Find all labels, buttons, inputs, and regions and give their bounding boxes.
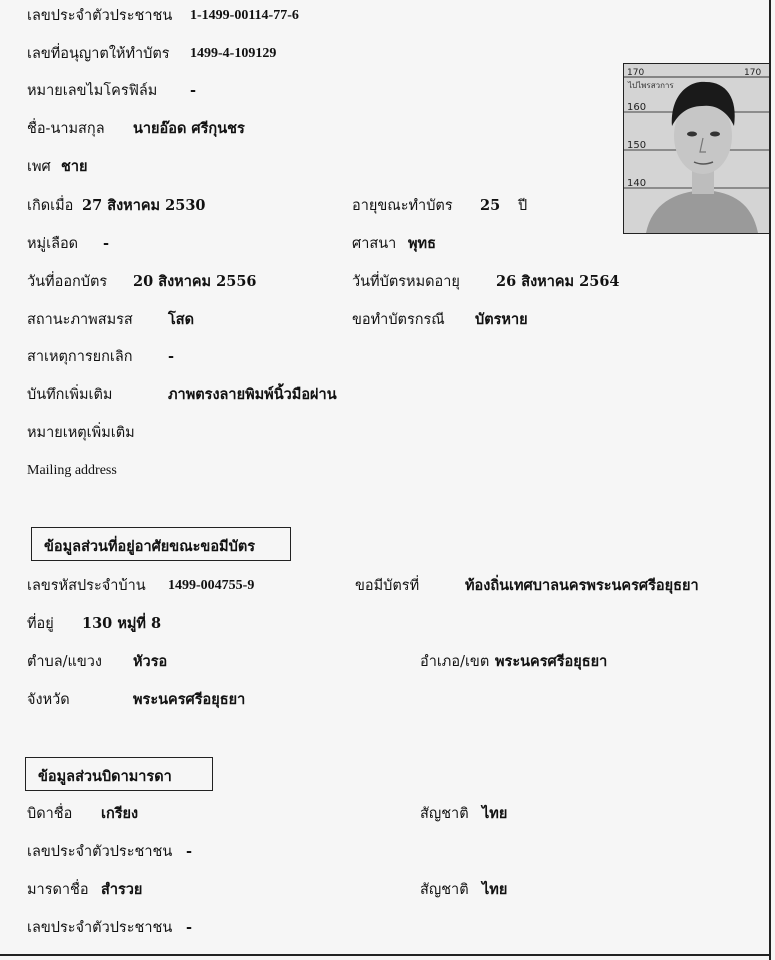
age-value: 25 bbox=[480, 197, 501, 214]
expiry-label: วันที่บัตรหมดอายุ bbox=[352, 274, 460, 290]
scale-header: ไปไพรสวการ bbox=[628, 81, 674, 90]
id-value: 1-1499-00114-77-6 bbox=[190, 8, 299, 23]
id-label: เลขประจำตัวประชาชน bbox=[27, 8, 173, 24]
mailing-label: Mailing address bbox=[27, 463, 117, 478]
name-value: นายอ๊อด ศรีกุนชร bbox=[133, 120, 245, 137]
mother-label: มารดาชื่อ bbox=[27, 882, 89, 898]
address-section-header bbox=[31, 527, 291, 561]
microfilm-value: - bbox=[190, 82, 197, 99]
address-value: 130 หมู่ที่ 8 bbox=[82, 615, 162, 632]
marital-label: สถานะภาพสมรส bbox=[27, 312, 133, 328]
birth-label: เกิดเมื่อ bbox=[27, 198, 74, 214]
id-photo bbox=[623, 63, 770, 234]
scale-170-left: 170 bbox=[627, 68, 645, 78]
father-label: บิดาชื่อ bbox=[27, 806, 73, 822]
parents-section-header bbox=[25, 757, 213, 791]
parents-section-title: ข้อมูลส่วนบิดามารดา bbox=[38, 768, 172, 785]
father-nationality-label: สัญชาติ bbox=[420, 806, 469, 822]
religion-value: พุทธ bbox=[408, 235, 436, 252]
remark-label: หมายเหตุเพิ่มเติม bbox=[27, 425, 135, 441]
issued-at-value: ท้องถิ่นเทศบาลนครพระนครศรีอยุธยา bbox=[465, 577, 699, 594]
issued-at-label: ขอมีบัตรที่ bbox=[355, 578, 420, 594]
cancel-label: สาเหตุการยกเลิก bbox=[27, 349, 133, 365]
house-code-label: เลขรหัสประจำบ้าน bbox=[27, 578, 146, 594]
note-label: บันทึกเพิ่มเติม bbox=[27, 387, 113, 403]
religion-label: ศาสนา bbox=[352, 236, 397, 252]
name-label: ชื่อ-นามสกุล bbox=[27, 121, 105, 137]
province-label: จังหวัด bbox=[27, 692, 70, 708]
mother-id-label: เลขประจำตัวประชาชน bbox=[27, 920, 173, 936]
request-value: บัตรหาย bbox=[475, 311, 528, 328]
district-label: อำเภอ/เขต bbox=[420, 654, 490, 670]
bottom-border-line bbox=[0, 954, 771, 956]
scale-140: 140 bbox=[627, 178, 647, 189]
age-label: อายุขณะทำบัตร bbox=[352, 198, 453, 214]
scale-170-right: 170 bbox=[744, 68, 762, 78]
address-label: ที่อยู่ bbox=[27, 616, 54, 632]
permit-value: 1499-4-109129 bbox=[190, 46, 277, 61]
note-value: ภาพตรงลายพิมพ์นิ้วมือผ่าน bbox=[168, 386, 337, 403]
sex-label: เพศ bbox=[27, 159, 51, 175]
address-section-title: ข้อมูลส่วนที่อยู่อาศัยขณะขอมีบัตร bbox=[44, 538, 256, 555]
expiry-value: 26 สิงหาคม 2564 bbox=[496, 273, 620, 290]
age-unit: ปี bbox=[518, 198, 528, 214]
mother-nationality-value: ไทย bbox=[482, 881, 508, 898]
father-nationality-value: ไทย bbox=[482, 805, 508, 822]
house-code-value: 1499-004755-9 bbox=[168, 578, 255, 593]
right-border-line bbox=[769, 0, 771, 960]
mother-nationality-label: สัญชาติ bbox=[420, 882, 469, 898]
marital-value: โสด bbox=[168, 311, 195, 328]
district-value: พระนครศรีอยุธยา bbox=[495, 653, 608, 670]
issue-value: 20 สิงหาคม 2556 bbox=[133, 273, 257, 290]
scale-150: 150 bbox=[627, 140, 647, 151]
subdistrict-label: ตำบล/แขวง bbox=[27, 654, 103, 670]
province-value: พระนครศรีอยุธยา bbox=[133, 691, 246, 708]
cancel-value: - bbox=[168, 348, 175, 365]
father-id-label: เลขประจำตัวประชาชน bbox=[27, 844, 173, 860]
microfilm-label: หมายเลขไมโครฟิล์ม bbox=[27, 83, 158, 99]
mugshot-image bbox=[624, 64, 769, 233]
father-id-value: - bbox=[186, 843, 193, 860]
subdistrict-value: หัวรอ bbox=[133, 653, 168, 670]
mother-id-value: - bbox=[186, 919, 193, 936]
father-value: เกรียง bbox=[101, 805, 139, 822]
birth-value: 27 สิงหาคม 2530 bbox=[82, 197, 206, 214]
mother-value: สำรวย bbox=[101, 881, 143, 898]
sex-value: ชาย bbox=[61, 158, 88, 175]
permit-label: เลขที่อนุญาตให้ทำบัตร bbox=[27, 46, 170, 62]
scale-160: 160 bbox=[627, 102, 647, 113]
blood-value: - bbox=[103, 235, 110, 252]
blood-label: หมู่เลือด bbox=[27, 236, 79, 252]
request-label: ขอทำบัตรกรณี bbox=[352, 312, 445, 328]
issue-label: วันที่ออกบัตร bbox=[27, 274, 108, 290]
